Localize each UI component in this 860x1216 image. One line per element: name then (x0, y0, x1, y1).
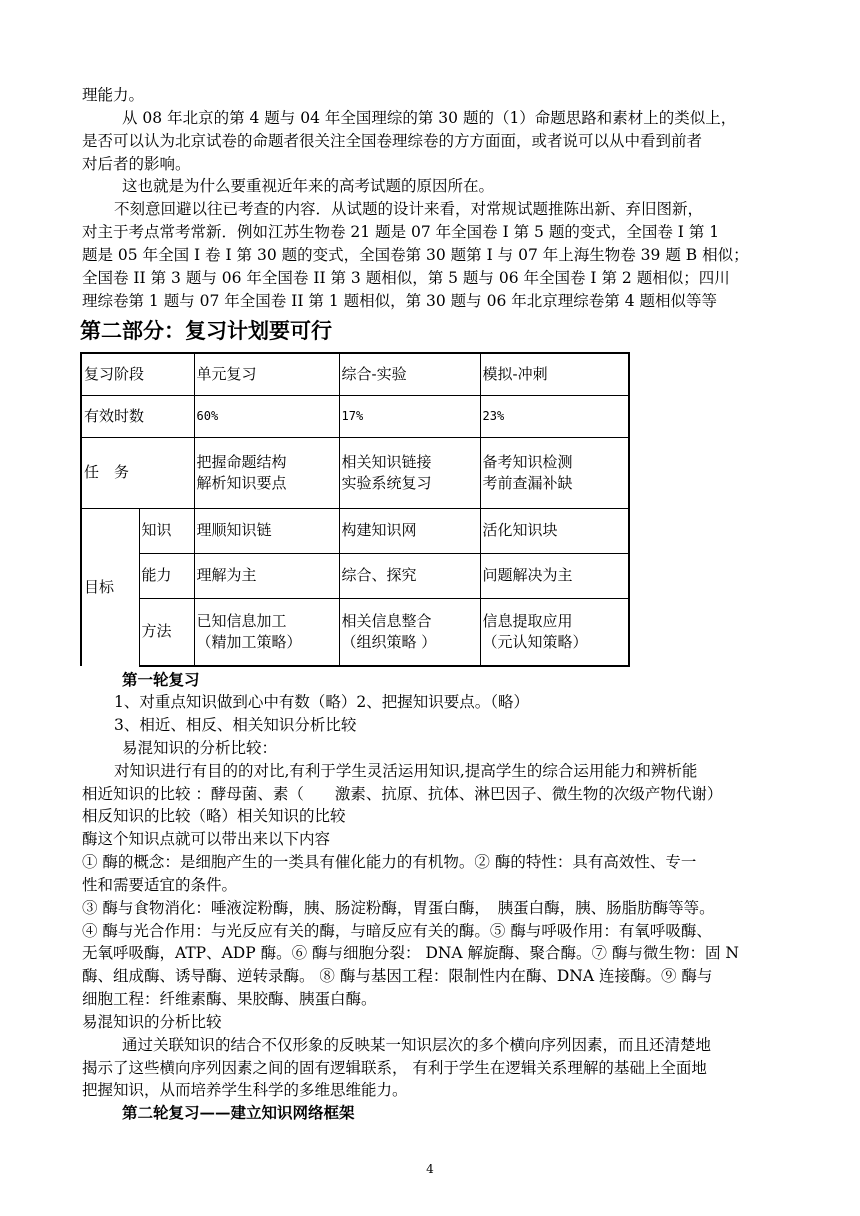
table-cell: 单元复习 (194, 353, 339, 395)
text-line: 从 08 年北京的第 4 题与 04 年全国理综的第 30 题的（1）命题思路和素材上的类似上， (122, 109, 737, 127)
text-line: 全国卷 II 第 3 题与 06 年全国卷 II 第 3 题相似，第 5 题与 06 年全国卷 I 第 2 题相似；四川 (82, 269, 730, 287)
text-line: 理综卷第 1 题与 07 年全国卷 II 第 1 题相似，第 30 题与 06 年北京理综卷第 4 题相似等等 (82, 292, 717, 310)
cell-line: 实验系统复习 (341, 473, 432, 492)
cell-line: （精加工策略） (196, 632, 302, 651)
table-row (81, 598, 629, 666)
text-line: 题是 05 年全国 I 卷 I 第 30 题的变式，全国卷第 30 题第 I 与 07 年上海生物卷 39 题 B 相似； (82, 246, 749, 264)
table-cell: 问题解决为主 (480, 553, 629, 598)
table-row (81, 508, 629, 553)
cell-line: 把握命题结构 (196, 452, 287, 471)
table-cell: 复习阶段 (81, 353, 194, 395)
text-line: 这也就是为什么要重视近年来的高考试题的原因所在。 (122, 177, 495, 195)
table-cell: 模拟-冲刺 (480, 353, 629, 395)
review-plan-table (80, 352, 630, 667)
table-row (81, 553, 629, 598)
table-cell: 构建知识网 (339, 508, 480, 553)
text-line: 对后者的影响。 (82, 155, 191, 173)
table-cell: 23% (480, 395, 629, 437)
table-cell: 任 务 (81, 437, 194, 508)
cell-line: （组织策略 ） (341, 632, 437, 651)
table-cell: 有效时数 (81, 395, 194, 437)
cell-line: 解析知识要点 (196, 473, 287, 492)
text-line: 性和需要适宜的条件。 (82, 876, 238, 894)
table-cell: 目标 (81, 508, 139, 666)
table-cell: 综合、探究 (339, 553, 480, 598)
table-cell: 能力 (139, 553, 194, 598)
cell-line: 相关信息整合 (341, 611, 432, 630)
subheading: 第二轮复习——建立知识网络框架 (122, 1103, 355, 1122)
text-line: 易混知识的分析比较 (82, 1013, 222, 1031)
text-line: ① 酶的概念：是细胞产生的一类具有催化能力的有机物。② 酶的特性：具有高效性、专一 (82, 853, 697, 871)
text-line: 把握知识，从而培养学生科学的多维思维能力。 (82, 1081, 408, 1099)
cell-line: 备考知识检测 (482, 452, 573, 471)
text-line: 酶这个知识点就可以带出来以下内容 (82, 830, 331, 848)
text-line: 细胞工程：纤维素酶、果胶酶、胰蛋白酶。 (82, 990, 377, 1008)
table-cell (480, 437, 629, 508)
table-cell: 60% (194, 395, 339, 437)
text-line: ③ 酶与食物消化：唾液淀粉酶，胰、肠淀粉酶，胃蛋白酶， 胰蛋白酶，胰、肠脂肪酶等等。 (82, 899, 715, 917)
cell-line: 已知信息加工 (196, 611, 287, 630)
text-line: 1、对重点知识做到心中有数（略）2、把握知识要点。（略） (114, 693, 529, 711)
text-line: 易混知识的分析比较： (122, 739, 278, 757)
cell-line: 考前查漏补缺 (482, 473, 573, 492)
table-cell: 17% (339, 395, 480, 437)
table-row (81, 395, 629, 437)
text-line: 酶、组成酶、诱导酶、逆转录酶。 ⑧ 酶与基因工程：限制性内在酶、DNA 连接酶。⑨ 酶与 (82, 967, 713, 985)
section-heading: 第二部分：复习计划要可行 (80, 319, 332, 343)
text-line: 3、相近、相反、相关知识分析比较 (114, 716, 357, 734)
text-line: 相近知识的比较 ：酵母菌、素（ 激素、抗原、抗体、淋巴因子、微生物的次级产物代谢） (82, 785, 723, 803)
text-line: 揭示了这些横向序列因素之间的固有逻辑联系， 有利于学生在逻辑关系理解的基础上全面地 (82, 1059, 707, 1077)
table-row (81, 353, 629, 395)
text-line: 对知识进行有目的的对比,有利于学生灵活运用知识,提高学生的综合运用能力和辨析能 (114, 762, 698, 780)
text-line: 通过关联知识的结合不仅形象的反映某一知识层次的多个横向序列因素，而且还清楚地 (122, 1036, 712, 1054)
table-cell: 综合-实验 (339, 353, 480, 395)
table-cell: 知识 (139, 508, 194, 553)
table-cell: 理顺知识链 (194, 508, 339, 553)
table-cell: 方法 (139, 598, 194, 666)
table-cell: 理解为主 (194, 553, 339, 598)
table-row (81, 437, 629, 508)
cell-line: 信息提取应用 (482, 611, 573, 630)
text-line: 对主于考点常考常新．例如江苏生物卷 21 题是 07 年全国卷 I 第 5 题的变式，全国卷 I 第 1 (82, 223, 720, 241)
table-cell: 活化知识块 (480, 508, 629, 553)
table-cell (194, 598, 339, 666)
table-cell (480, 598, 629, 666)
table-cell (339, 598, 480, 666)
text-line: 不刻意回避以往已考查的内容．从试题的设计来看，对常规试题推陈出新、弃旧图新， (114, 200, 704, 218)
page-number: 4 (426, 1162, 434, 1176)
table-cell (339, 437, 480, 508)
table-cell (194, 437, 339, 508)
text-line: 理能力。 (82, 86, 145, 104)
cell-line: 相关知识链接 (341, 452, 432, 471)
text-line: ④ 酶与光合作用：与光反应有关的酶，与暗反应有关的酶。⑤ 酶与呼吸作用：有氧呼吸酶、 (82, 922, 712, 940)
text-line: 无氧呼吸酶，ATP、ADP 酶。⑥ 酶与细胞分裂： DNA 解旋酶、聚合酶。⑦ 酶与微生物：固 N (82, 944, 739, 962)
subheading: 第一轮复习 (122, 670, 200, 689)
text-line: 是否可以认为北京试卷的命题者很关注全国卷理综卷的方方面面，或者说可以从中看到前者 (82, 132, 703, 150)
cell-line: （元认知策略） (482, 632, 588, 651)
text-line: 相反知识的比较（略）相关知识的比较 (82, 807, 346, 825)
